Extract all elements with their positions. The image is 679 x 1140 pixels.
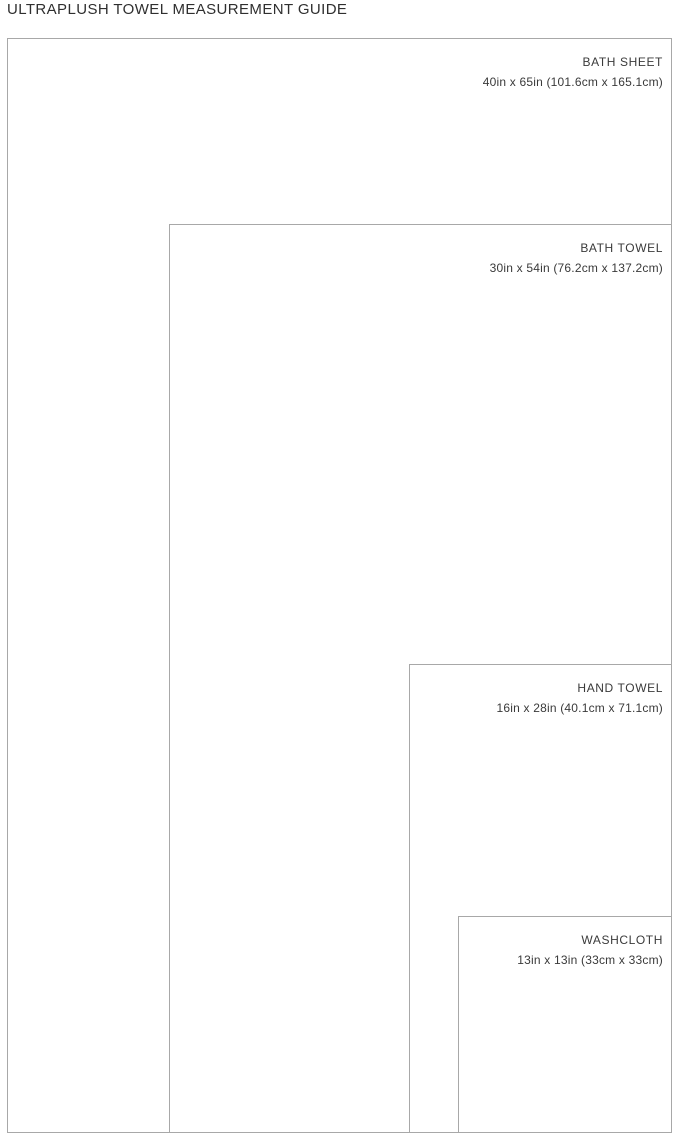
bath-towel-dimensions: 30in x 54in (76.2cm x 137.2cm): [489, 261, 663, 275]
bath-towel-label-group: [490, 238, 663, 278]
washcloth-rectangle: [458, 916, 672, 1133]
bath-sheet-label: BATH SHEET: [582, 55, 663, 69]
hand-towel-label: HAND TOWEL: [577, 681, 663, 695]
page-title: ULTRAPLUSH TOWEL MEASUREMENT GUIDE: [7, 1, 348, 18]
bath-towel-label: BATH TOWEL: [580, 241, 663, 255]
washcloth-label: WASHCLOTH: [581, 933, 663, 947]
washcloth-label-group: [517, 930, 663, 970]
bath-sheet-label-group: [483, 52, 663, 92]
bath-sheet-dimensions: 40in x 65in (101.6cm x 165.1cm): [482, 75, 663, 89]
washcloth-dimensions: 13in x 13in (33cm x 33cm): [517, 953, 663, 967]
towel-size-diagram: [7, 38, 672, 1133]
hand-towel-label-group: [496, 678, 663, 718]
hand-towel-dimensions: 16in x 28in (40.1cm x 71.1cm): [496, 701, 663, 715]
